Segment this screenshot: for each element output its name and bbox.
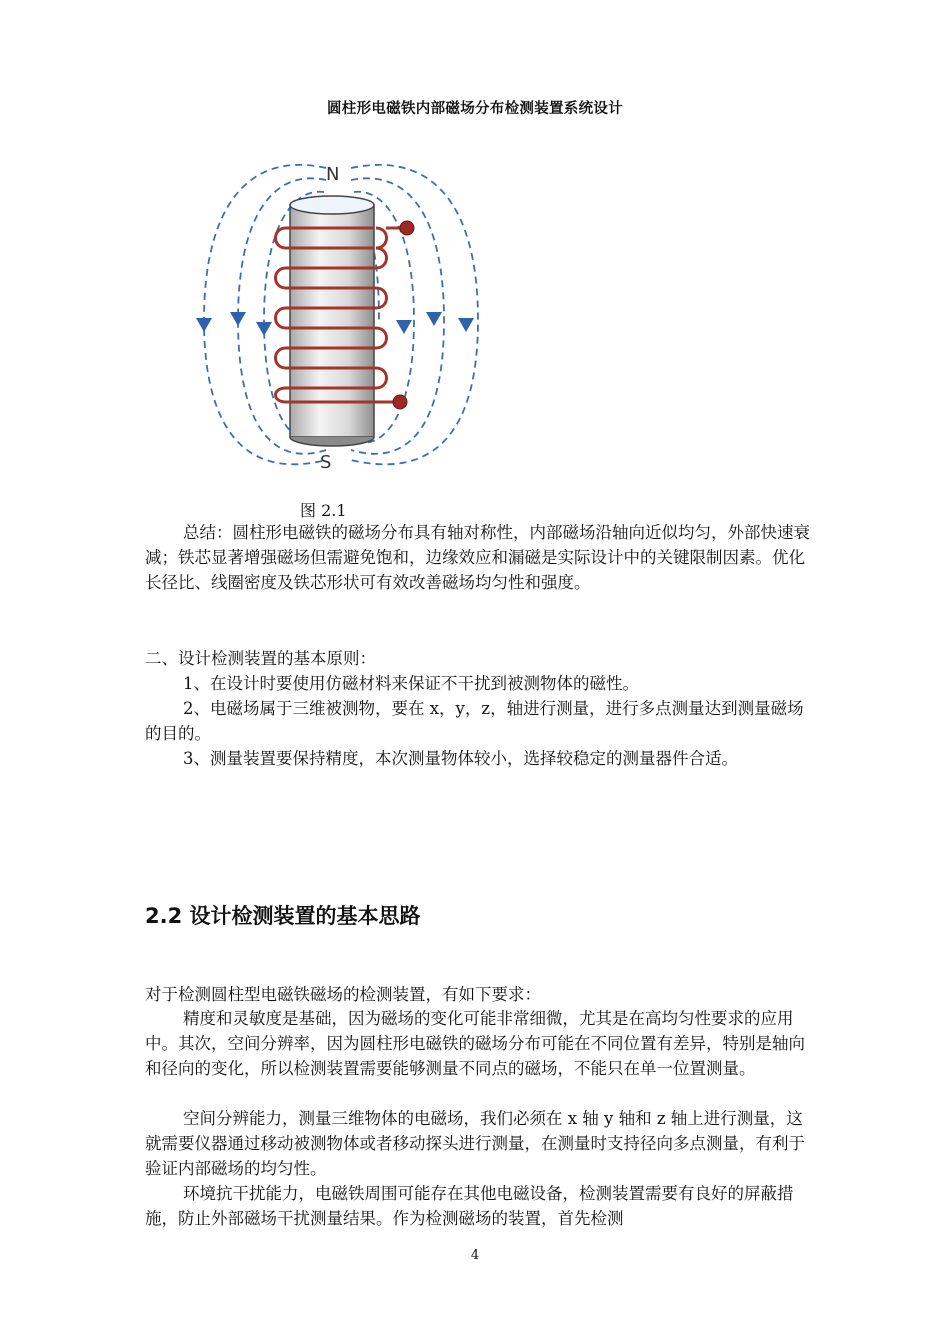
figure-caption: 图 2.1 xyxy=(300,501,347,520)
principle-item-2: 2、电磁场属于三维被测物，要在 x，y，z，轴进行测量，进行多点测量达到测量磁场的目的。 xyxy=(145,699,804,743)
section-heading: 2.2 设计检测装置的基本思路 xyxy=(145,904,421,928)
principles-heading: 二、设计检测装置的基本原则： xyxy=(145,649,376,668)
section-paragraph-1: 精度和灵敏度是基础，因为磁场的变化可能非常细微，尤其是在高均匀性要求的应用中。其次，空间分辨率，因为圆柱形电磁铁的磁场分布可能在不同位置有差异，特别是轴向和径向的变化，所以检测装置需要能够测量不同点的磁场，不能只在单一位置测量。 xyxy=(145,1009,805,1078)
principle-item-1: 1、在设计时要使用仿磁材料来保证不干扰到被测物体的磁性。 xyxy=(183,674,639,693)
section-paragraph-2: 空间分辨能力，测量三维物体的电磁场，我们必须在 x 轴 y 轴和 z 轴上进行测量，这就需要仪器通过移动被测物体或者移动探头进行测量，在测量时支持径向多点测量，有利于验证内部磁场的均匀性。 xyxy=(145,1109,805,1178)
terminal-bottom xyxy=(393,395,407,409)
page-number: 4 xyxy=(470,1248,480,1263)
terminal-top xyxy=(400,221,414,235)
principle-item-3: 3、测量装置要保持精度，本次测量物体较小，选择较稳定的测量器件合适。 xyxy=(183,749,738,768)
pole-south: S xyxy=(320,452,332,473)
section-intro: 对于检测圆柱型电磁铁磁场的检测装置，有如下要求： xyxy=(145,985,541,1004)
core-top xyxy=(290,196,374,214)
page-header: 圆柱形电磁铁内部磁场分布检测装置系统设计 xyxy=(327,101,623,117)
pole-north: N xyxy=(326,164,340,185)
section-paragraph-3: 环境抗干扰能力，电磁铁周围可能存在其他电磁设备，检测装置需要有良好的屏蔽措施，防止外部磁场干扰测量结果。作为检测磁场的装置，首先检测 xyxy=(145,1184,794,1228)
electromagnet-figure xyxy=(186,150,496,480)
summary-paragraph: 总结：圆柱形电磁铁的磁场分布具有轴对称性，内部磁场沿轴向近似均匀，外部快速衰减；铁芯显著增强磁场但需避免饱和，边缘效应和漏磁是实际设计中的关键限制因素。优化长径比、线圈密度及铁芯形状可有效改善磁场均匀性和强度。 xyxy=(145,523,810,592)
